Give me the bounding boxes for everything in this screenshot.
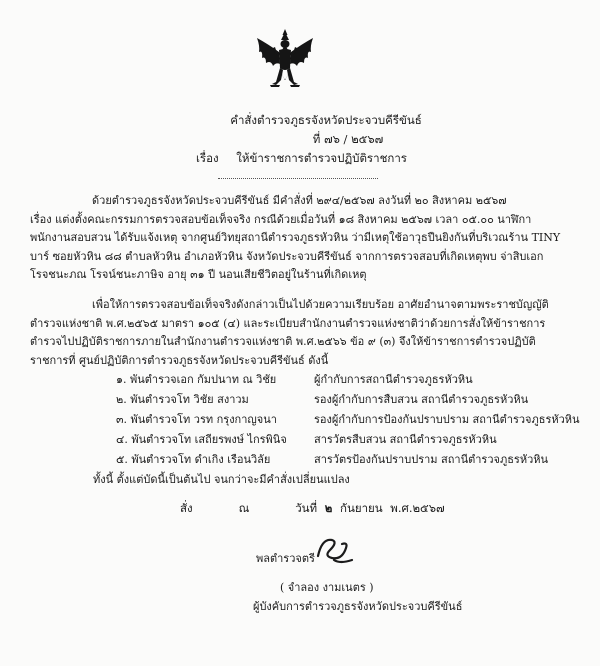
signer-position: ผู้บังคับการตำรวจภูธรจังหวัดประจวบคีรีขันธ์ xyxy=(253,600,463,613)
ordered-label: สั่ง xyxy=(180,501,193,515)
officer-row xyxy=(116,450,580,470)
officer-name: ๒. พันตำรวจโท วิชัย สงาวม xyxy=(116,393,249,406)
officer-row xyxy=(116,410,580,430)
garuda-emblem-icon xyxy=(254,28,316,94)
officer-position: ผู้กำกับการสถานีตำรวจภูธรหัวหิน xyxy=(314,373,473,386)
signer-rank: พลตำรวจตรี xyxy=(256,552,315,565)
officer-row xyxy=(116,430,580,450)
subject-text: ให้ข้าราชการตำรวจปฏิบัติราชการ xyxy=(236,151,407,165)
officer-row xyxy=(116,370,580,390)
officer-name: ๔. พันตำรวจโท เสถียรพงษ์ ไกรพินิจ xyxy=(116,433,287,446)
month-value: กันยายน xyxy=(340,501,383,515)
officer-row xyxy=(116,390,580,410)
paragraph-line: โรจชนะภณ โรจน์ชนะภาษิจ อายุ ๓๑ ปี นอนเสียชีวิตอยู่ในร้านที่เกิดเหตุ xyxy=(30,268,367,281)
order-subject xyxy=(196,150,407,168)
at-label: ณ xyxy=(238,501,250,515)
paragraph-background xyxy=(30,192,575,285)
signer-name: ( จำลอง งามเนตร ) xyxy=(280,581,374,594)
day-value: ๒ xyxy=(324,501,333,515)
officer-name: ๕. พันตำรวจโท ดำเกิง เรือนวิลัย xyxy=(116,453,271,466)
officer-name: ๑. พันตำรวจเอก กัมปนาท ณ วิชัย xyxy=(116,373,277,386)
paragraph-line: ตำรวจไปปฏิบัติราชการภายในสำนักงานตำรวจแห่งชาติ พ.ศ.๒๕๖๖ ข้อ ๙ (๓) จึงให้ข้าราชการตำรวจปฏิบัติ xyxy=(30,335,536,348)
officer-position: สารวัตรป้องกันปราบปราม สถานีตำรวจภูธรหัวหิน xyxy=(314,453,549,466)
subject-label: เรื่อง xyxy=(196,151,219,165)
paragraph-line: เรื่อง แต่งตั้งคณะกรรมการตรวจสอบข้อเท็จจริง กรณีด้วยเมื่อวันที่ ๑๘ สิงหาคม ๒๕๖๗ เวลา ๐๕.๐๐ นาฬิกา xyxy=(30,212,532,226)
officer-list xyxy=(116,370,580,470)
paragraph-line: พนักงานสอบสวน ได้รับแจ้งเหตุ จากศูนย์วิทยุสถานีตำรวจภูธรหัวหิน ว่ามีเหตุใช้อาวุธปืนยิงกันที่บริเวณร้าน TINY xyxy=(30,231,561,244)
paragraph-authority xyxy=(30,296,575,370)
order-issuer: คำสั่งตำรวจภูธรจังหวัดประจวบคีรีขันธ์ xyxy=(230,113,422,127)
validity-clause: ทั้งนี้ ตั้งแต่บัดนี้เป็นต้นไป จนกว่าจะมีคำสั่งเปลี่ยนแปลง xyxy=(93,473,350,486)
handwritten-signature xyxy=(312,530,360,570)
officer-name: ๓. พันตำรวจโท วรท กรุงกาญจนา xyxy=(116,413,277,426)
paragraph-line: เพื่อให้การตรวจสอบข้อเท็จจริงดังกล่าวเป็นไปด้วยความเรียบร้อย อาศัยอำนาจตามพระราชบัญญัติ xyxy=(92,298,549,311)
officer-position: รองผู้กำกับการป้องกันปราบปราม สถานีตำรวจภูธรหัวหิน xyxy=(314,413,580,426)
paragraph-line: ตำรวจแห่งชาติ พ.ศ.๒๕๖๕ มาตรา ๑๐๕ (๔) และระเบียบสำนักงานตำรวจแห่งชาติว่าด้วยการสั่งให้ข้าราชการ xyxy=(30,316,546,330)
officer-position: สารวัตรสืบสวน สถานีตำรวจภูธรหัวหิน xyxy=(314,433,497,446)
officer-position: รองผู้กำกับการสืบสวน สถานีตำรวจภูธรหัวหิน xyxy=(314,393,529,406)
paragraph-line: บาร์ ซอยหัวหิน ๘๘ ตำบลหัวหิน อำเภอหัวหิน จังหวัดประจวบคีรีขันธ์ จากการตรวจสอบที่เกิดเหตุพบ จ่าสิบเอก xyxy=(30,249,544,263)
heading-divider xyxy=(218,178,378,179)
order-number-prefix: ที่ xyxy=(312,132,321,146)
order-number xyxy=(48,131,600,149)
paragraph-line: ด้วยตำรวจภูธรจังหวัดประจวบคีรีขันธ์ มีคำสั่งที่ ๒๙๔/๒๕๖๗ ลงวันที่ ๒๐ สิงหาคม ๒๕๖๗ xyxy=(92,194,507,207)
day-label: วันที่ xyxy=(295,501,318,515)
paragraph-line: ราชการที่ ศูนย์ปฏิบัติการตำรวจภูธรจังหวัดประจวบคีรีขันธ์ ดังนี้ xyxy=(30,353,329,367)
year-value: พ.ศ.๒๕๖๗ xyxy=(390,501,445,515)
order-number-value: ๗๖ / ๒๕๖๗ xyxy=(323,132,384,146)
given-date-line xyxy=(180,500,445,518)
